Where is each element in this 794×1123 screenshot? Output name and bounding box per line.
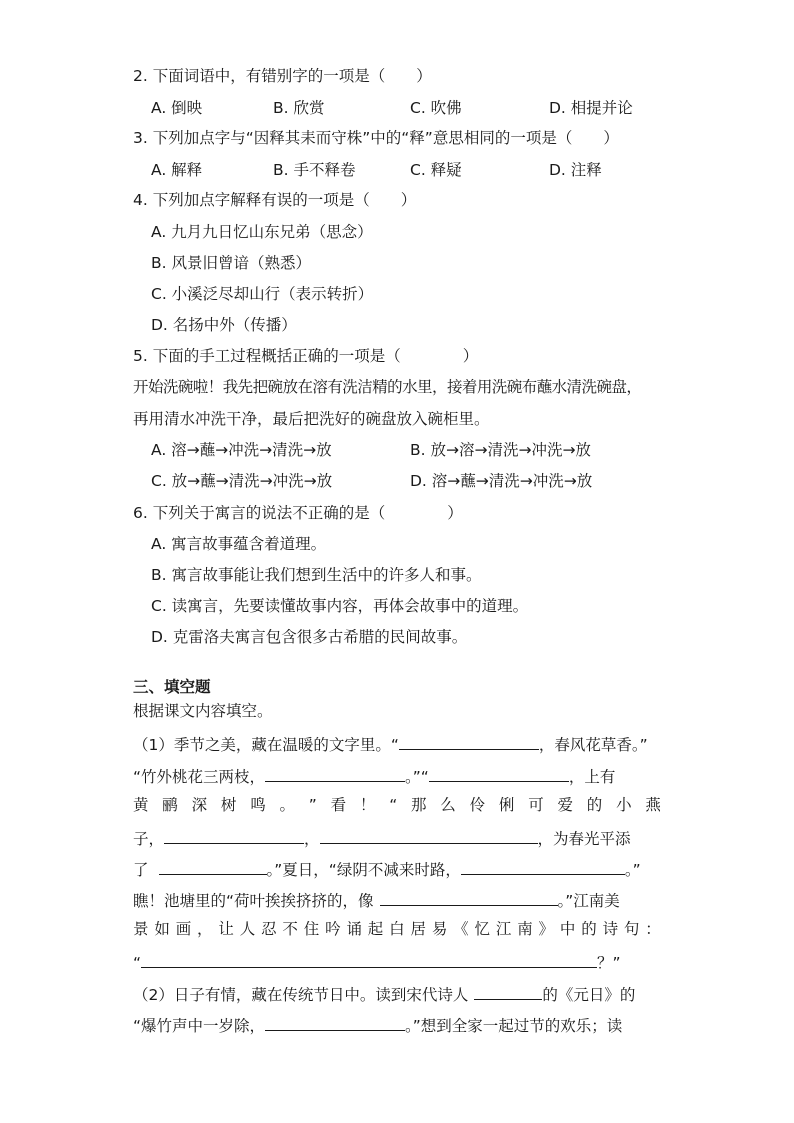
fill-char: 的 xyxy=(581,920,597,938)
question-3-option-d: D. 注释 xyxy=(549,161,602,179)
fill-char: 黄 xyxy=(133,796,149,814)
question-4-option-a: A. 九月九日忆山东兄弟（思念） xyxy=(151,223,373,241)
fill-line-8 xyxy=(133,950,621,973)
question-6-option-b: B. 寓言故事能让我们想到生活中的许多人和事。 xyxy=(151,566,482,584)
answer-blank[interactable] xyxy=(159,857,267,875)
fill-char: 。 xyxy=(279,796,295,814)
fill-char: 易 xyxy=(431,920,448,938)
question-2-option-c: C. 吹佛 xyxy=(410,99,462,117)
question-4-stem: 4. 下列加点字解释有误的一项是（ ） xyxy=(133,191,417,209)
question-4-option-c: C. 小溪泛尽却山行（表示转折） xyxy=(151,285,374,303)
question-6-stem: 6. 下列关于寓言的说法不正确的是（ ） xyxy=(133,504,463,522)
fill-char: 景 xyxy=(133,920,149,938)
fill-line-2 xyxy=(133,764,615,787)
fill-char: ： xyxy=(645,920,661,938)
question-4-option-b: B. 风景旧曾谙（熟悉） xyxy=(151,254,311,272)
fill-char: 《 xyxy=(453,920,469,938)
question-5-passage-line-1: 开始洗碗啦！我先把碗放在溶有洗洁精的水里，接着用洗碗布蘸水清洗碗盘， xyxy=(133,378,642,396)
fill-char: 画 xyxy=(175,920,192,938)
question-2-option-a: A. 倒映 xyxy=(151,99,203,117)
fill-char: 深 xyxy=(191,796,208,814)
question-2-option-b: B. 欣赏 xyxy=(273,99,325,117)
fill-text: 。”“ xyxy=(405,768,429,786)
fill-char: 树 xyxy=(220,796,237,814)
question-3-option-b: B. 手不释卷 xyxy=(273,161,356,179)
section-3-instruction: 根据课文内容填空。 xyxy=(133,702,273,720)
fill-line-7 xyxy=(133,919,661,939)
fill-text: “竹外桃花三两枝， xyxy=(133,768,266,786)
fill-char: 白 xyxy=(389,920,405,938)
section-3-heading: 三、填空题 xyxy=(133,678,211,696)
fill-text: ，为春光平添 xyxy=(537,830,631,848)
answer-blank[interactable] xyxy=(474,982,542,1000)
fill-text: 瞧！池塘里的“荷叶挨挨挤挤的，像 xyxy=(133,892,374,910)
answer-blank[interactable] xyxy=(320,826,538,844)
fill-char: 燕 xyxy=(645,796,661,814)
fill-line-3 xyxy=(133,795,661,815)
question-5-option-c: C. 放→蘸→清洗→冲洗→放 xyxy=(151,472,333,490)
fill-char: 伶 xyxy=(469,796,486,814)
fill-text: “ xyxy=(133,954,142,972)
fill-text: ，上有 xyxy=(568,768,616,786)
fill-char: 俐 xyxy=(498,796,515,814)
fill-char: “ xyxy=(389,796,398,814)
question-5-option-b: B. 放→溶→清洗→冲洗→放 xyxy=(410,441,591,459)
fill-char: 诗 xyxy=(602,920,619,938)
fill-char: 鹂 xyxy=(162,796,178,814)
fill-char: 如 xyxy=(154,920,170,938)
answer-blank[interactable] xyxy=(399,732,539,750)
fill-char: 中 xyxy=(559,920,576,938)
answer-blank[interactable] xyxy=(164,826,304,844)
fill-char: 可 xyxy=(528,796,544,814)
answer-blank[interactable] xyxy=(265,764,405,782)
fill-char: 起 xyxy=(367,920,384,938)
question-5-passage-line-2: 再用清水冲洗干净，最后把洗好的碗盘放入碗柜里。 xyxy=(133,410,490,428)
fill-text: 。”夏日，“绿阴不减来时路， xyxy=(266,861,461,879)
answer-blank[interactable] xyxy=(461,857,625,875)
fill-text: ， xyxy=(304,830,320,848)
fill-char: 忍 xyxy=(261,920,277,938)
fill-char: 住 xyxy=(303,920,320,938)
fill-char: 吟 xyxy=(325,920,341,938)
fill-char: 小 xyxy=(616,796,632,814)
fill-char: ！ xyxy=(359,796,376,814)
fill-char: 》 xyxy=(538,920,555,938)
fill-char: 么 xyxy=(440,796,456,814)
fill-text: “爆竹声中一岁除， xyxy=(133,1017,266,1035)
question-2-option-d: D. 相提并论 xyxy=(549,99,633,117)
question-6-option-a: A. 寓言故事蕴含着道理。 xyxy=(151,535,327,553)
fill-char: ， xyxy=(197,920,213,938)
fill-text: 。”江南美 xyxy=(557,892,620,910)
question-6-option-d: D. 克雷洛夫寓言包含很多古希腊的民间故事。 xyxy=(151,628,468,646)
question-3-option-c: C. 释疑 xyxy=(410,161,462,179)
fill-text: ，春风花草香。” xyxy=(538,736,648,754)
fill-line-10 xyxy=(133,1013,622,1036)
answer-blank[interactable] xyxy=(141,950,597,968)
answer-blank[interactable] xyxy=(429,764,569,782)
fill-char: 那 xyxy=(411,796,427,814)
fill-text: 了 xyxy=(133,861,149,879)
question-3-stem: 3. 下列加点字与“因释其耒而守株”中的“释”意思相同的一项是（ ） xyxy=(133,129,619,147)
fill-char: 南 xyxy=(517,920,533,938)
fill-char: 不 xyxy=(282,920,298,938)
fill-char: 江 xyxy=(495,920,512,938)
fill-text: （1）季节之美，藏在温暖的文字里。“ xyxy=(133,736,399,754)
question-3-option-a: A. 解释 xyxy=(151,161,203,179)
fill-line-9 xyxy=(133,982,635,1005)
fill-char: 人 xyxy=(239,920,256,938)
question-5-option-a: A. 溶→蘸→冲洗→清洗→放 xyxy=(151,441,332,459)
answer-blank[interactable] xyxy=(380,888,558,906)
fill-char: 鸣 xyxy=(250,796,266,814)
fill-text: ？” xyxy=(597,954,621,972)
fill-char: 居 xyxy=(410,920,426,938)
fill-text: 的《元日》的 xyxy=(542,986,636,1004)
question-5-option-d: D. 溶→蘸→清洗→冲洗→放 xyxy=(410,472,593,490)
fill-line-6 xyxy=(133,888,620,911)
fill-line-1 xyxy=(133,732,648,755)
fill-line-4 xyxy=(133,826,631,849)
fill-char: 忆 xyxy=(474,920,491,938)
fill-char: ” xyxy=(308,796,317,814)
question-6-option-c: C. 读寓言，先要读懂故事内容，再体会故事中的道理。 xyxy=(151,597,529,615)
fill-char: 诵 xyxy=(346,920,362,938)
fill-text: 子， xyxy=(133,830,165,848)
fill-line-5 xyxy=(133,857,641,880)
fill-text: 。” xyxy=(624,861,641,879)
fill-char: 的 xyxy=(586,796,603,814)
question-2-stem: 2. 下面词语中，有错别字的一项是（ ） xyxy=(133,67,432,85)
question-5-stem: 5. 下面的手工过程概括正确的一项是（ ） xyxy=(133,347,479,365)
fill-char: 爱 xyxy=(557,796,573,814)
fill-char: 句 xyxy=(623,920,640,938)
fill-text: （2）日子有情，藏在传统节日中。读到宋代诗人 xyxy=(133,986,469,1004)
fill-char: 看 xyxy=(330,796,347,814)
fill-text: 。”想到全家一起过节的欢乐；读 xyxy=(405,1017,623,1035)
answer-blank[interactable] xyxy=(265,1013,405,1031)
question-4-option-d: D. 名扬中外（传播） xyxy=(151,316,297,334)
fill-char: 让 xyxy=(218,920,234,938)
